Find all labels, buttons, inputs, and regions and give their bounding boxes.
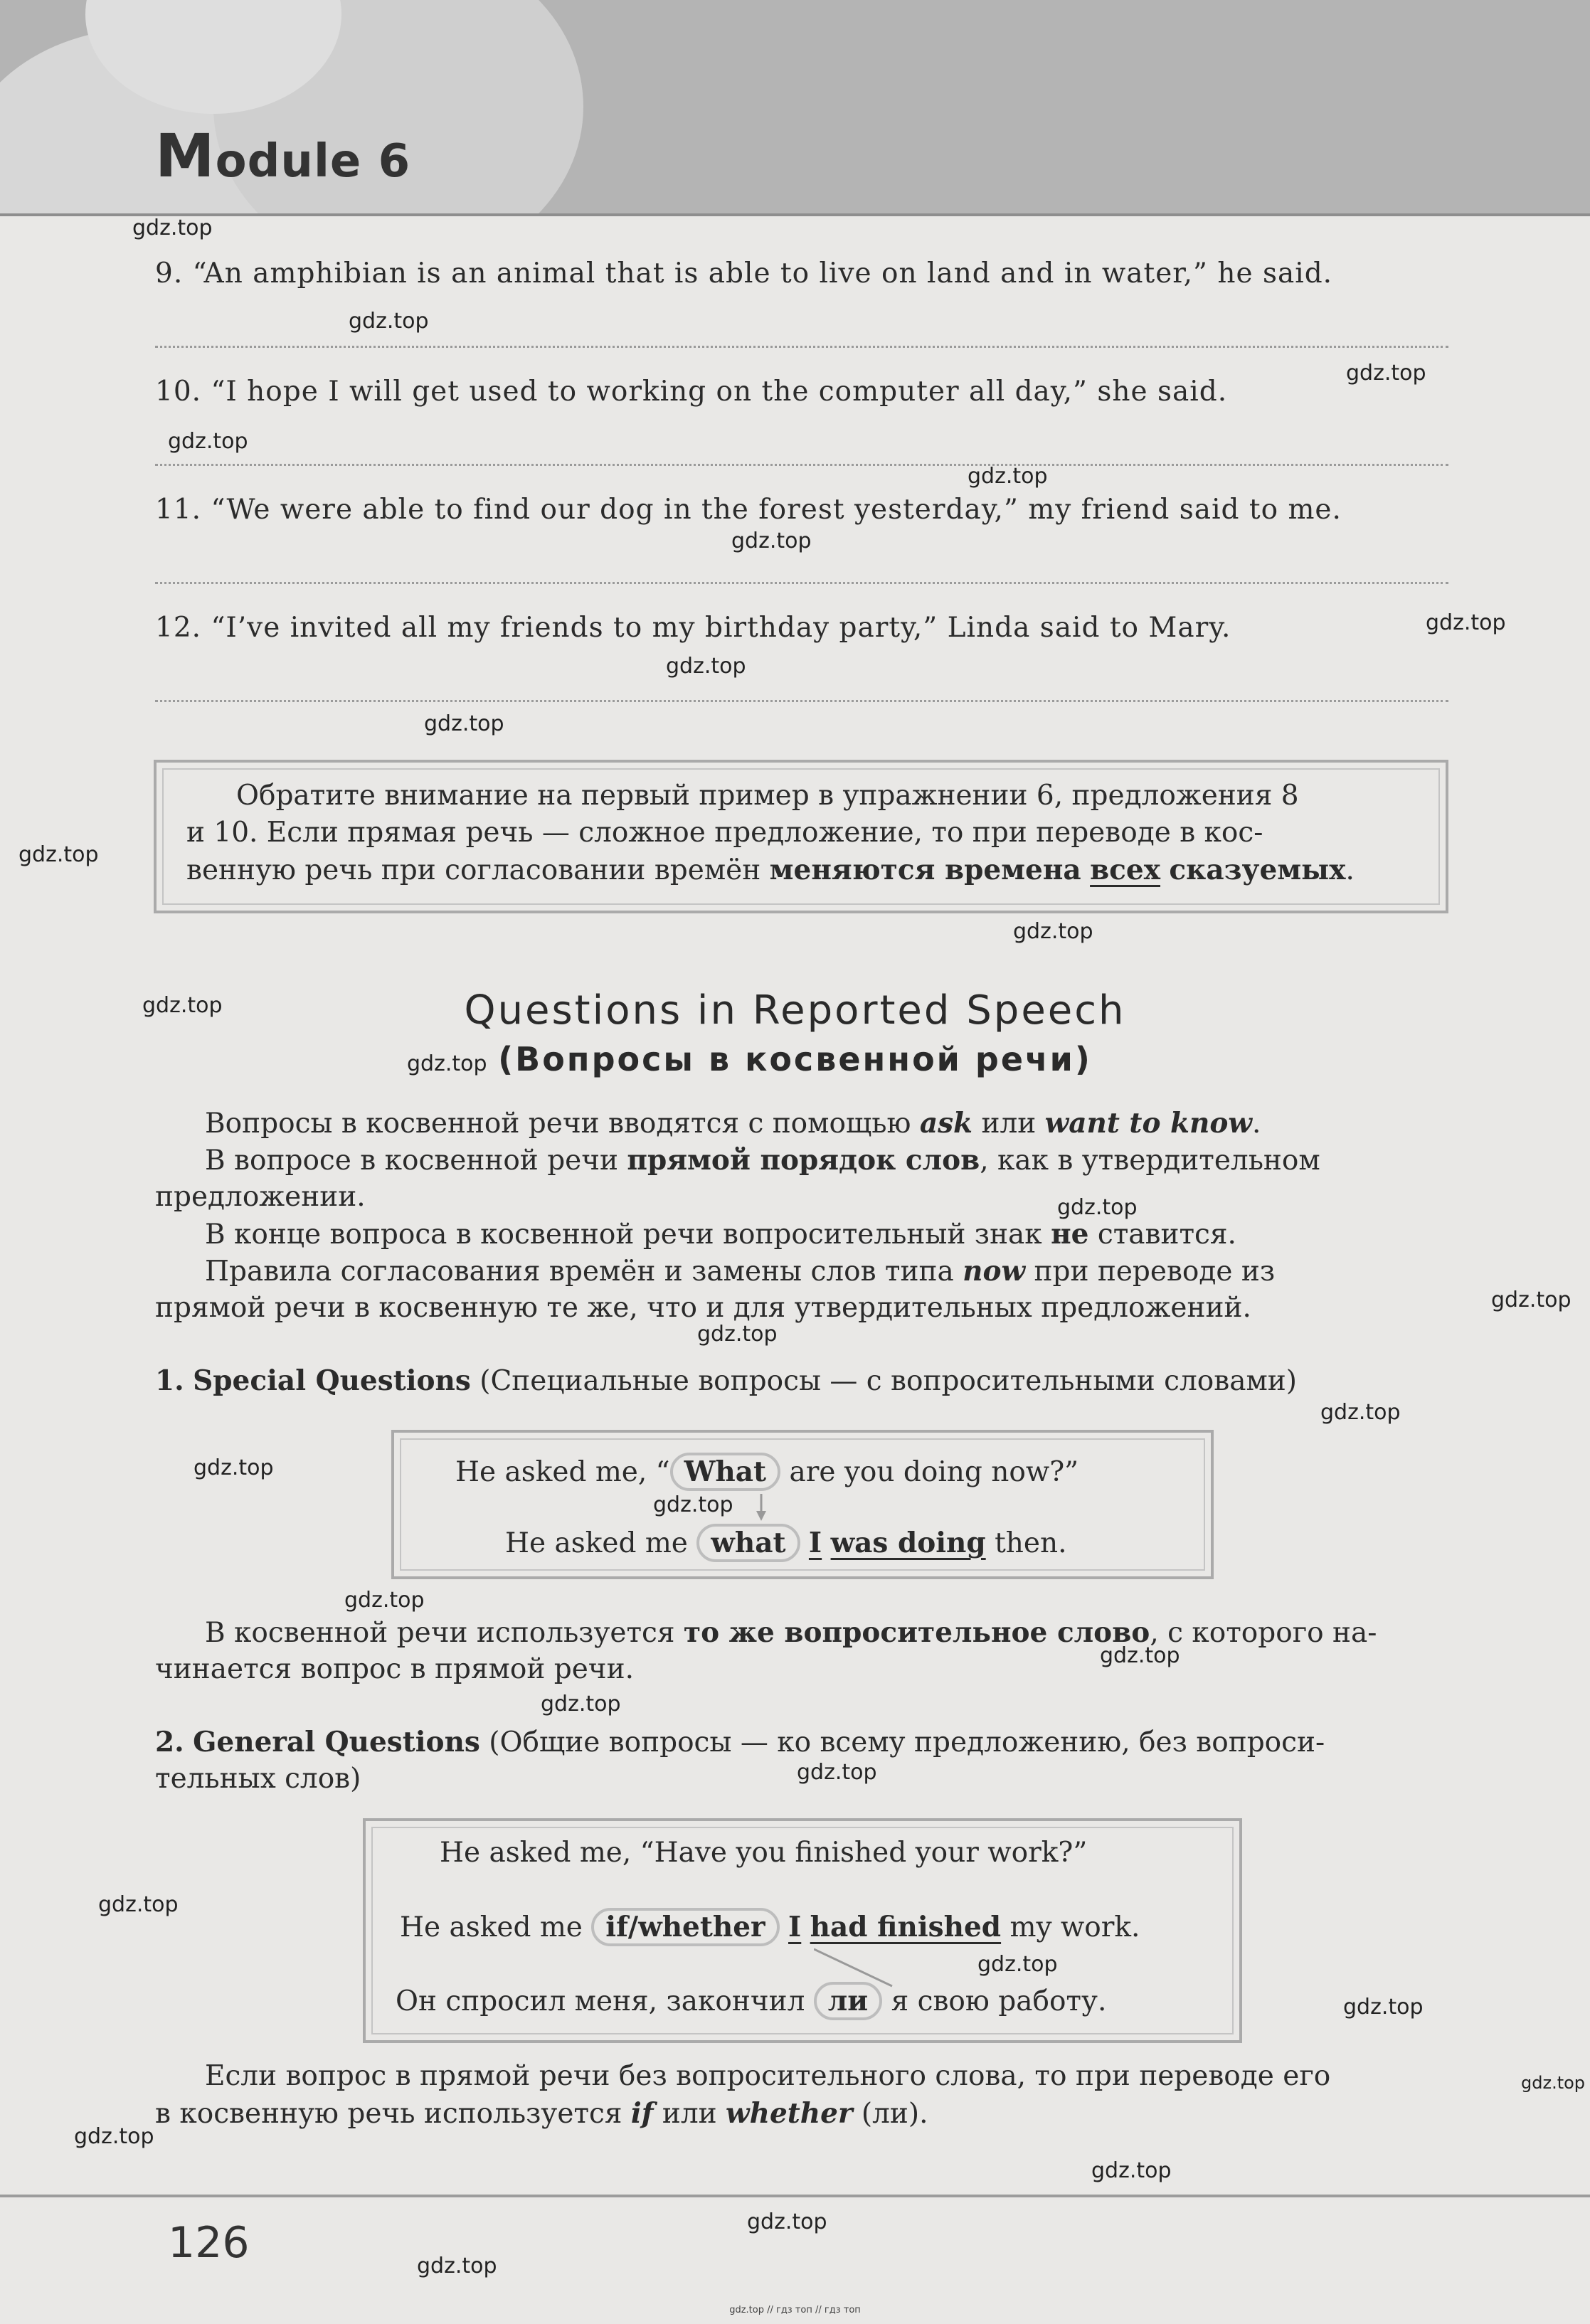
exercise-sentence: 9. “An amphibian is an animal that is able to live on land and in water,” he said. (155, 258, 1333, 290)
answer-line[interactable] (155, 346, 1448, 348)
special-questions-heading: 1. Special Questions (Специальные вопросы — с вопросительными словами) (155, 1364, 1298, 1397)
watermark: gdz.top (653, 1492, 733, 1517)
section-subtitle: (Вопросы в косвенной речи) (498, 1040, 1092, 1078)
watermark: gdz.top (731, 529, 812, 553)
watermark: gdz.top (142, 993, 223, 1018)
watermark: gdz.top (132, 216, 213, 240)
footer-rule (0, 2195, 1590, 2197)
watermark: gdz.top (968, 464, 1048, 489)
general-questions-heading: тельных слов) (155, 1763, 361, 1795)
bottom-note: gdz.top // гдз топ // гдз топ (729, 2305, 861, 2315)
general-example-box (363, 1818, 1242, 2043)
section-title: Questions in Reported Speech (464, 987, 1126, 1034)
general-questions-heading: 2. General Questions (Общие вопросы — ко всему предложению, без вопроси- (155, 1726, 1325, 1758)
answer-line[interactable] (155, 700, 1448, 702)
watermark: gdz.top (1521, 2073, 1586, 2093)
watermark: gdz.top (797, 1760, 877, 1785)
intro-paragraph: В вопросе в косвенной речи прямой порядок слов, как в утвердительном (205, 1144, 1320, 1177)
watermark: gdz.top (1343, 1995, 1424, 2020)
module-header (0, 0, 1590, 216)
watermark: gdz.top (1100, 1643, 1180, 1668)
watermark: gdz.top (18, 842, 99, 867)
watermark: gdz.top (344, 1588, 425, 1613)
watermark: gdz.top (1057, 1195, 1138, 1220)
watermark: gdz.top (194, 1455, 274, 1480)
intro-paragraph: прямой речи в косвенную те же, что и для утвердительных предложений. (155, 1292, 1251, 1324)
intro-paragraph: Правила согласования времён и замены слов типа now при переводе из (205, 1255, 1276, 1288)
special-example-box (391, 1430, 1214, 1579)
watermark: gdz.top (417, 2254, 497, 2278)
note-line: венную речь при согласовании времён меняются времена всех сказуемых. (186, 854, 1355, 886)
intro-paragraph: предложении. (155, 1181, 366, 1213)
intro-paragraph: В конце вопроса в косвенной речи вопросительный знак не ставится. (205, 1218, 1236, 1251)
watermark: gdz.top (1491, 1288, 1572, 1312)
watermark: gdz.top (168, 429, 248, 454)
watermark: gdz.top (1320, 1400, 1401, 1425)
watermark: gdz.top (98, 1892, 179, 1917)
example-reported: He asked me if/whether I had finished my work. (400, 1908, 1140, 1946)
note-line: Обратите внимание на первый пример в упражнении 6, предложения 8 (236, 780, 1299, 812)
module-title: Module 6 (155, 121, 411, 191)
watermark: gdz.top (977, 1952, 1058, 1977)
example-direct: He asked me, “Have you finished your work?” (440, 1837, 1088, 1869)
watermark: gdz.top (541, 1692, 621, 1717)
answer-line[interactable] (155, 582, 1448, 584)
example-reported: He asked me what I was doing then. (505, 1524, 1066, 1562)
exercise-sentence: 11. “We were able to find our dog in the forest yesterday,” my friend said to me. (155, 494, 1342, 526)
page-number: 126 (168, 2218, 250, 2268)
special-explanation: В косвенной речи используется то же вопросительное слово, с которого на- (205, 1616, 1377, 1649)
general-explanation: в косвенную речь используется if или whether (ли). (155, 2097, 928, 2130)
watermark: gdz.top (424, 711, 504, 736)
exercise-sentence: 12. “I’ve invited all my friends to my birthday party,” Linda said to Mary. (155, 612, 1231, 644)
watermark: gdz.top (74, 2124, 154, 2149)
watermark: gdz.top (666, 654, 746, 679)
watermark: gdz.top (697, 1322, 778, 1347)
special-explanation: чинается вопрос в прямой речи. (155, 1653, 634, 1685)
watermark: gdz.top (1346, 361, 1426, 386)
note-line: и 10. Если прямая речь — сложное предложение, то при переводе в кос- (186, 817, 1263, 849)
answer-line[interactable] (155, 464, 1448, 466)
example-direct: He asked me, “ What are you doing now?” (455, 1453, 1078, 1491)
arrow-down-icon (754, 1494, 768, 1522)
watermark: gdz.top (349, 309, 429, 334)
note-box (154, 760, 1448, 913)
watermark: gdz.top (1013, 919, 1093, 944)
watermark: gdz.top (1091, 2158, 1172, 2183)
general-explanation: Если вопрос в прямой речи без вопросительного слова, то при переводе его (205, 2060, 1331, 2092)
exercise-sentence: 10. “I hope I will get used to working on the computer all day,” she said. (155, 376, 1228, 408)
watermark: gdz.top (1426, 610, 1506, 635)
intro-paragraph: Вопросы в косвенной речи вводятся с помощью ask или want to know. (205, 1107, 1261, 1140)
watermark: gdz.top (747, 2209, 827, 2234)
watermark: gdz.top (407, 1051, 487, 1076)
example-translation: Он спросил меня, закончил ли я свою работу. (396, 1982, 1106, 2020)
